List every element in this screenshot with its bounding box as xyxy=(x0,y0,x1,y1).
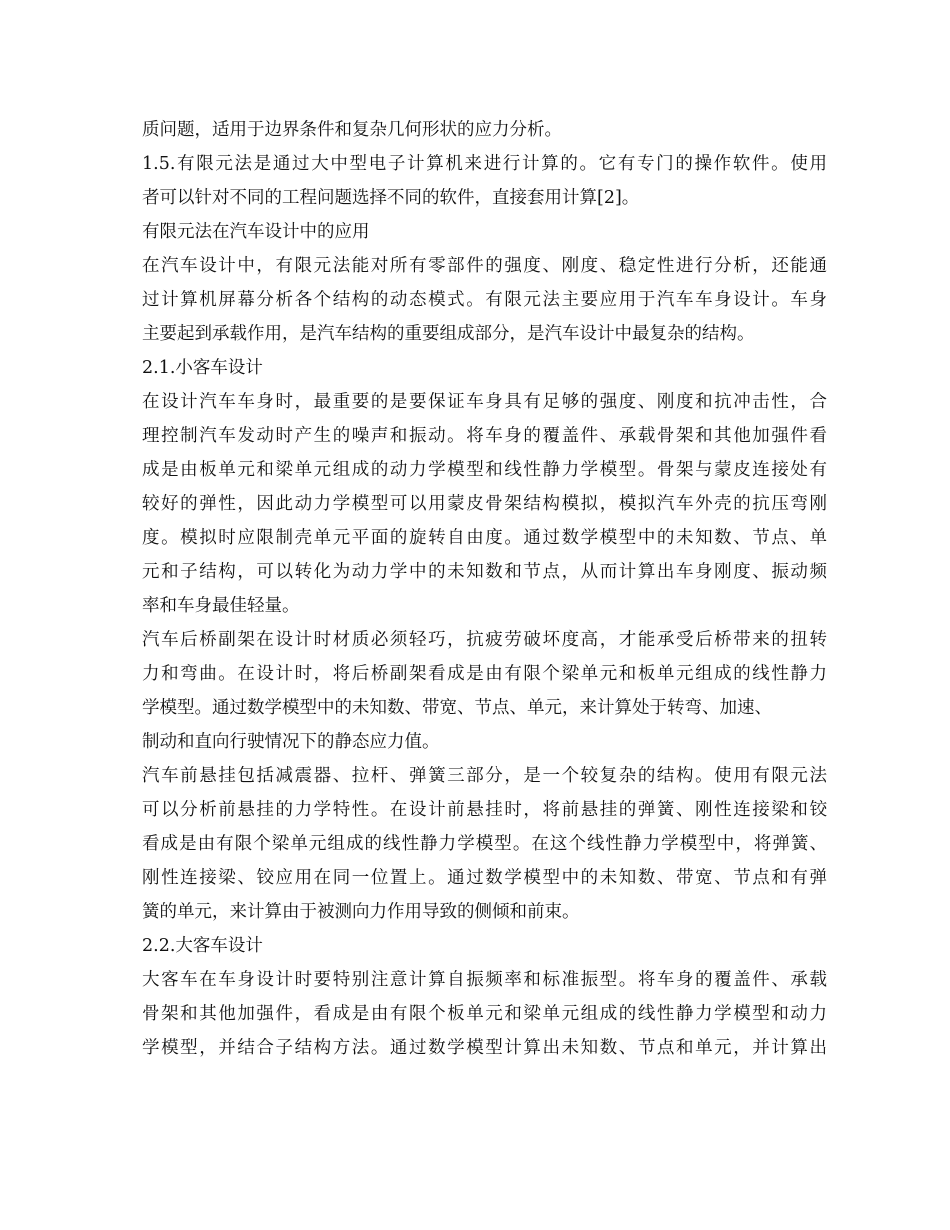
document-body xyxy=(142,113,827,1065)
text-line: 可以分析前悬挂的力学特性。在设计前悬挂时，将前悬挂的弹簧、刚性连接梁和铰 xyxy=(142,800,827,820)
text-line: 元和子结构，可以转化为动力学中的未知数和节点，从而计算出车身刚度、振动频 xyxy=(142,562,827,582)
text-line: 在设计汽车车身时，最重要的是要保证车身具有足够的强度、刚度和抗冲击性，合 xyxy=(142,392,827,412)
text-line: 学模型，并结合子结构方法。通过数学模型计算出未知数、节点和单元，并计算出 xyxy=(142,1038,827,1058)
text-line: 者可以针对不同的工程问题选择不同的软件，直接套用计算[2]。 xyxy=(142,188,640,208)
text-line: 力和弯曲。在设计时，将后桥副架看成是由有限个梁单元和板单元组成的线性静力 xyxy=(142,664,827,684)
text-line: 在汽车设计中，有限元法能对所有零部件的强度、刚度、稳定性进行分析，还能通 xyxy=(142,256,827,276)
text-line: 汽车前悬挂包括减震器、拉杆、弹簧三部分，是一个较复杂的结构。使用有限元法 xyxy=(142,766,827,786)
text-line: 1.5.有限元法是通过大中型电子计算机来进行计算的。它有专门的操作软件。使用 xyxy=(142,154,827,174)
text-line: 制动和直向行驶情况下的静态应力值。 xyxy=(142,732,440,752)
text-line: 成是由板单元和梁单元组成的动力学模型和线性静力学模型。骨架与蒙皮连接处有 xyxy=(142,460,827,480)
text-line: 2.1.小客车设计 xyxy=(142,358,263,378)
text-line: 主要起到承载作用，是汽车结构的重要组成部分，是汽车设计中最复杂的结构。 xyxy=(142,324,755,344)
text-line: 学模型。通过数学模型中的未知数、带宽、节点、单元，来计算处于转弯、加速、 xyxy=(142,698,772,718)
text-line: 过计算机屏幕分析各个结构的动态模式。有限元法主要应用于汽车车身设计。车身 xyxy=(142,290,827,310)
text-line: 骨架和其他加强件，看成是由有限个板单元和梁单元组成的线性静力学模型和动力 xyxy=(142,1004,827,1024)
text-line: 看成是由有限个梁单元组成的线性静力学模型。在这个线性静力学模型中，将弹簧、 xyxy=(142,834,827,854)
text-line: 质问题，适用于边界条件和复杂几何形状的应力分析。 xyxy=(142,120,562,140)
text-line: 度。模拟时应限制壳单元平面的旋转自由度。通过数学模型中的未知数、节点、单 xyxy=(142,528,827,548)
text-line: 理控制汽车发动时产生的噪声和振动。将车身的覆盖件、承载骨架和其他加强件看 xyxy=(142,426,827,446)
text-line: 率和车身最佳轻量。 xyxy=(142,596,300,616)
text-line: 有限元法在汽车设计中的应用 xyxy=(142,222,370,242)
text-line: 簧的单元，来计算由于被测向力作用导致的侧倾和前束。 xyxy=(142,902,580,922)
text-line: 刚性连接梁、铰应用在同一位置上。通过数学模型中的未知数、带宽、节点和有弹 xyxy=(142,868,827,888)
text-line: 较好的弹性，因此动力学模型可以用蒙皮骨架结构模拟，模拟汽车外壳的抗压弯刚 xyxy=(142,494,827,514)
text-line: 2.2.大客车设计 xyxy=(142,936,263,956)
text-line: 大客车在车身设计时要特别注意计算自振频率和标准振型。将车身的覆盖件、承载 xyxy=(142,970,827,990)
text-line: 汽车后桥副架在设计时材质必须轻巧，抗疲劳破坏度高，才能承受后桥带来的扭转 xyxy=(142,630,827,650)
